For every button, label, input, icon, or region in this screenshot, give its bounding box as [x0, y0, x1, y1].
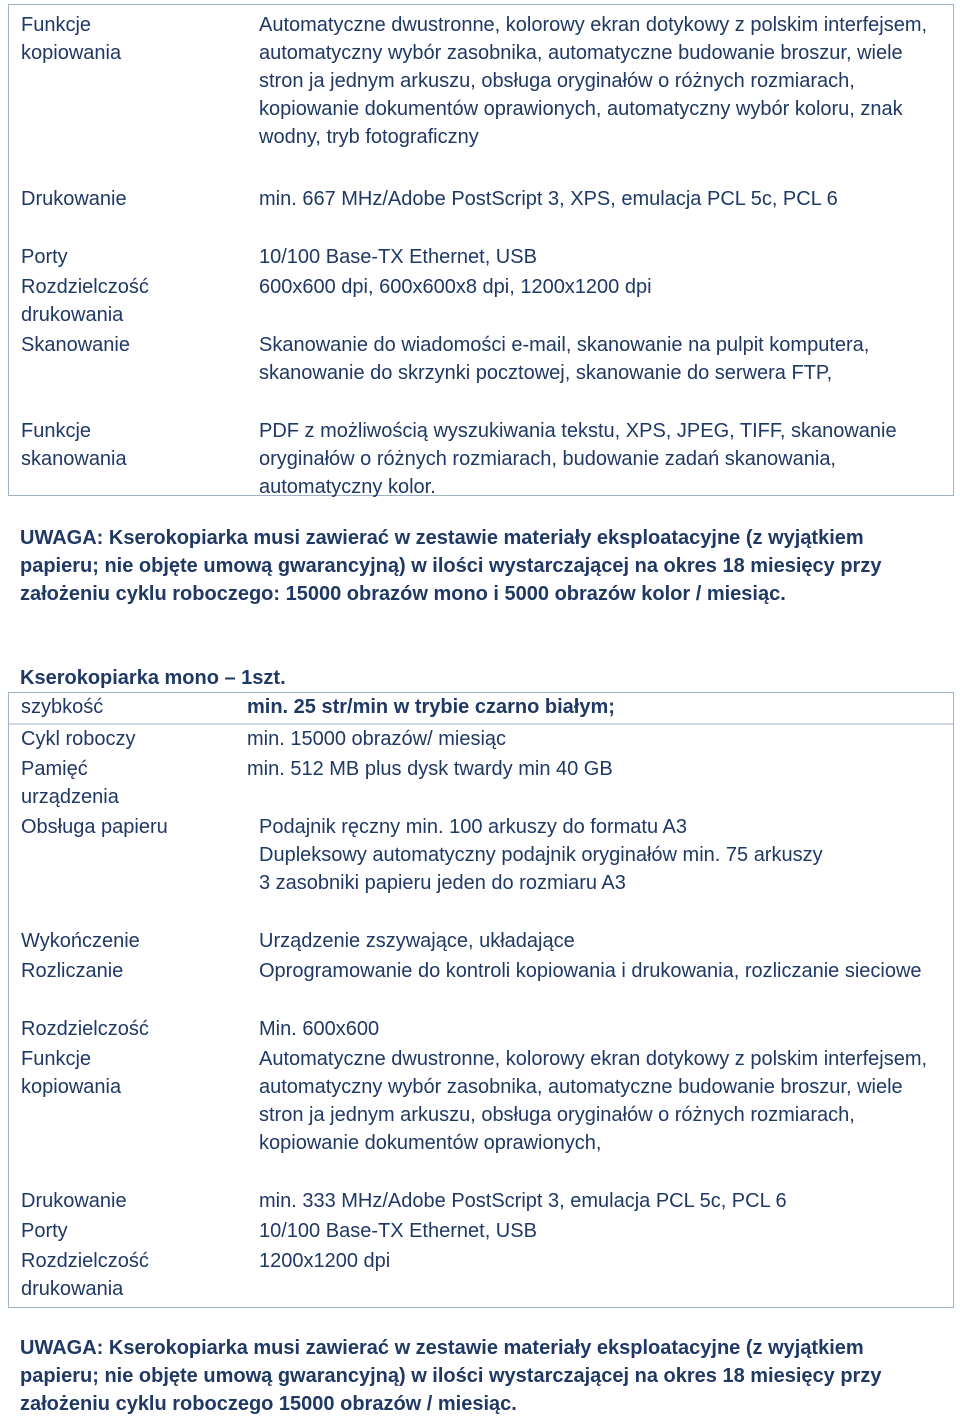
paper-line-3: 3 zasobniki papieru jeden do rozmiaru A3 [259, 872, 626, 894]
table-row [9, 693, 953, 725]
row-label: Wykończenie [21, 930, 140, 952]
spec-table-mono [8, 692, 954, 1308]
row-value: Skanowanie do wiadomości e-mail, skanowanie na pulpit komputera, skanowanie do skrzynki pocztowej, skanowanie do serwera FTP, [259, 334, 870, 384]
table-row [9, 927, 953, 957]
spec-table-color [8, 4, 954, 496]
table-row [9, 185, 953, 243]
row-label: Drukowanie [21, 188, 127, 210]
row-label: Rozdzielczość drukowania [21, 1250, 149, 1300]
table-row [9, 1217, 953, 1247]
paper-line-1: Podajnik ręczny min. 100 arkuszy do formatu A3 [259, 816, 687, 838]
row-value: Automatyczne dwustronne, kolorowy ekran dotykowy z polskim interfejsem, automatyczny wybór zasobnika, automatyczne budowanie broszur, wiele stron ja jednym arkuszu, obsługa oryginałów o różnych rozmiarach, kopiowanie dokumentów oprawionych, [259, 1048, 928, 1154]
row-value: Automatyczne dwustronne, kolorowy ekran dotykowy z polskim interfejsem, automatyczny wybór zasobnika, automatyczne budowanie broszur, wiele stron ja jednym arkuszu, obsługa oryginałów o różnych rozmiarach, kopiowanie dokumentów oprawionych, automatyczny wybór koloru, znak wodny, tryb fotograficzny [259, 14, 928, 148]
table-row [9, 417, 953, 501]
row-label: Funkcje kopiowania [21, 1048, 122, 1098]
table-row [9, 1187, 953, 1217]
row-label: Rozliczanie [21, 960, 124, 982]
row-label: Rozdzielczość [21, 1018, 149, 1040]
table-row [9, 957, 953, 1015]
table-row [9, 1247, 953, 1305]
row-value: Oprogramowanie do kontroli kopiowania i drukowania, rozliczanie sieciowe [259, 960, 922, 982]
row-label: Funkcje kopiowania [21, 14, 122, 64]
row-label: Porty [21, 246, 68, 268]
row-value: min. 512 MB plus dysk twardy min 40 GB [247, 758, 613, 780]
table-row [9, 273, 953, 331]
warning-note-2: UWAGA: Kserokopiarka musi zawierać w zestawie materiały eksploatacyjne (z wyjątkiem papieru; nie objęte umową gwarancyjną) w ilości wystarczającej na okres 18 miesięcy przy założeniu cyklu roboczego 15000 obrazów / miesiąc. [20, 1337, 882, 1415]
row-label: Porty [21, 1220, 68, 1242]
row-label: Obsługa papieru [21, 816, 168, 838]
table-row [9, 243, 953, 273]
row-label: Skanowanie [21, 334, 130, 356]
row-value [247, 813, 953, 927]
row-label: Rozdzielczość drukowania [21, 276, 149, 326]
row-label: Drukowanie [21, 1190, 127, 1212]
table-row [9, 5, 953, 185]
table-row [9, 813, 953, 927]
table-row [9, 725, 953, 755]
warning-note: UWAGA: Kserokopiarka musi zawierać w zestawie materiały eksploatacyjne (z wyjątkiem papieru; nie objęte umową gwarancyjną) w ilości wystarczającej na okres 18 miesięcy przy założeniu cyklu roboczego: 15000 obrazów mono i 5000 obrazów kolor / miesiąc. [20, 527, 882, 605]
paper-line-2: Dupleksowy automatyczny podajnik oryginałów min. 75 arkuszy [259, 844, 823, 866]
row-label: Cykl roboczy [21, 728, 136, 750]
table-row [9, 1015, 953, 1045]
row-value: Urządzenie zszywające, układające [259, 930, 575, 952]
row-value: PDF z możliwością wyszukiwania tekstu, XPS, JPEG, TIFF, skanowanie oryginałów o różnych rozmiarach, budowanie zadań skanowania, automatyczny kolor. [259, 420, 897, 498]
row-label: szybkość [21, 696, 104, 718]
table-row [9, 755, 953, 813]
row-value: min. 333 MHz/Adobe PostScript 3, emulacja PCL 5c, PCL 6 [259, 1190, 787, 1212]
row-value: Min. 600x600 [259, 1018, 380, 1040]
row-value: 600x600 dpi, 600x600x8 dpi, 1200x1200 dpi [259, 276, 652, 298]
table-row [9, 331, 953, 417]
row-value: 10/100 Base-TX Ethernet, USB [259, 1220, 537, 1242]
row-label: Funkcje skanowania [21, 420, 127, 470]
row-value: min. 667 MHz/Adobe PostScript 3, XPS, emulacja PCL 5c, PCL 6 [259, 188, 838, 210]
section-title: Kserokopiarka mono – 1szt. [20, 667, 286, 689]
row-value: min. 15000 obrazów/ miesiąc [247, 728, 507, 750]
row-value: min. 25 str/min w trybie czarno białym; [247, 696, 615, 718]
table-row [9, 1045, 953, 1187]
row-label: Pamięć urządzenia [21, 758, 119, 808]
row-value: 10/100 Base-TX Ethernet, USB [259, 246, 537, 268]
row-value: 1200x1200 dpi [259, 1250, 391, 1272]
